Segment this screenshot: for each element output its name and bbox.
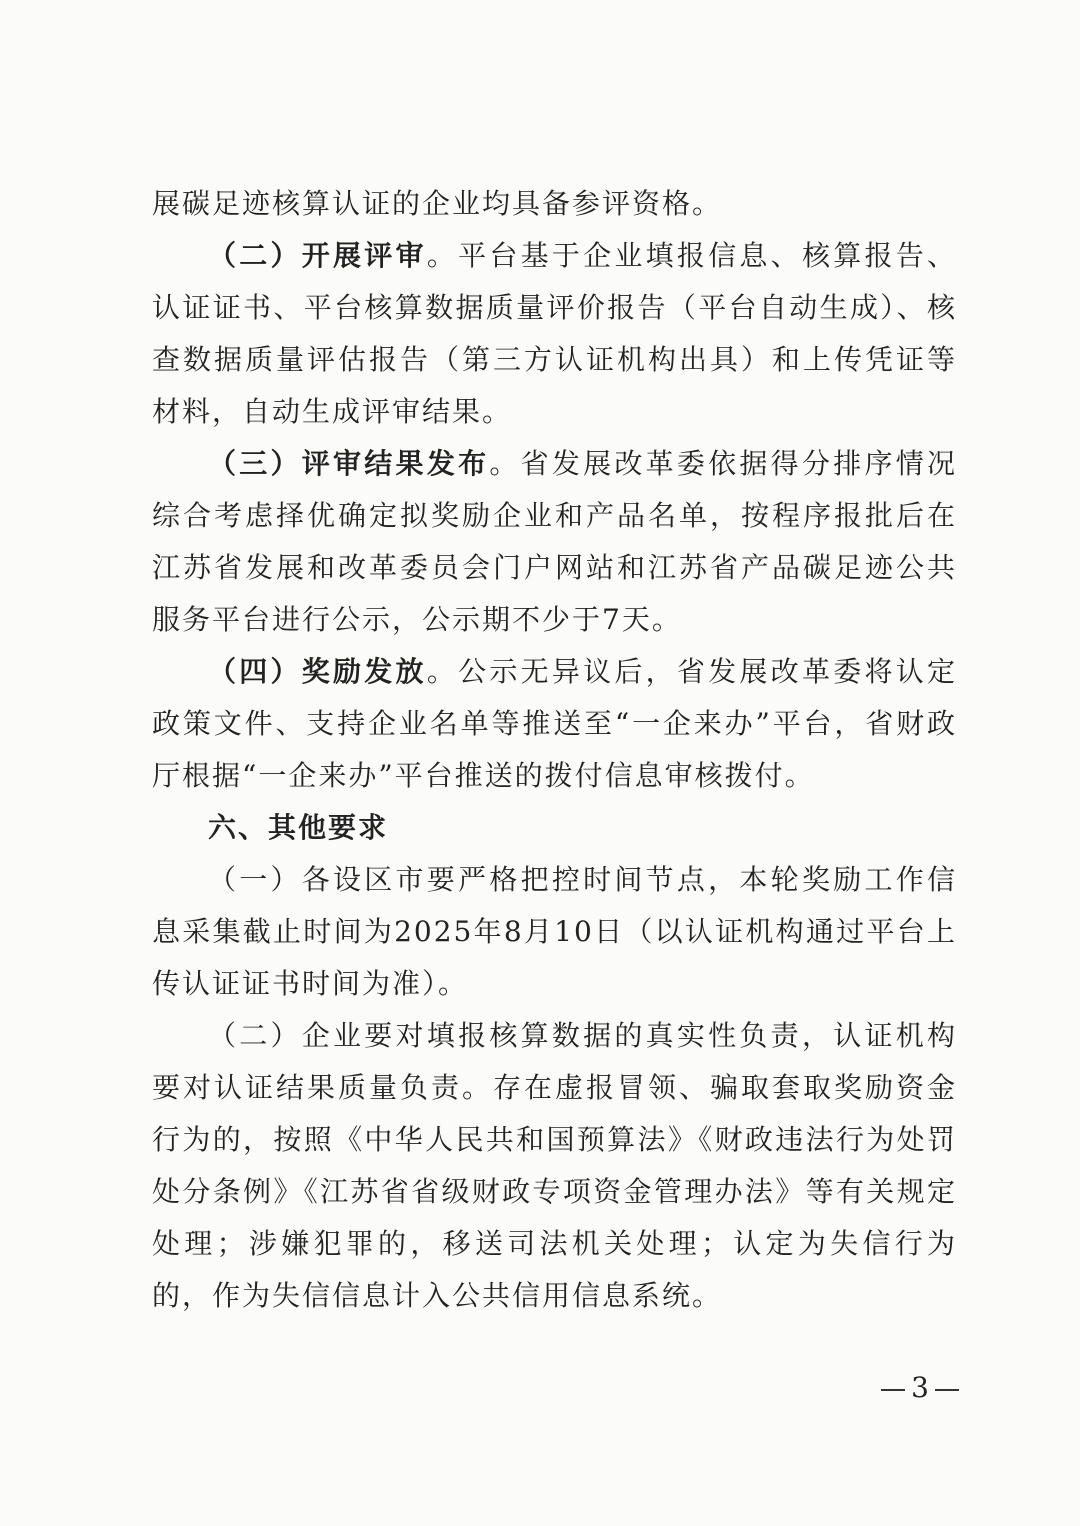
page-number-text: 3 — [911, 1371, 929, 1404]
left-dash-icon — [881, 1389, 905, 1391]
paragraph-text-requirement-1: （一）各设区市要严格把控时间节点，本轮奖励工作信息采集截止时间为2025年8月10日（以认证机构通过平台上传认证证书时间为准）。 — [152, 863, 957, 1000]
paragraph-lead-review: （二）开展评审 — [208, 239, 427, 272]
page-number — [872, 1368, 968, 1408]
paragraph-lead-results: （三）评审结果发布 — [208, 447, 490, 480]
paragraph-lead-reward: （四）奖励发放 — [208, 655, 427, 688]
paragraph-reward — [152, 646, 957, 802]
paragraph-text-results: 。省发展改革委依据得分排序情况综合考虑择优确定拟奖励企业和产品名单，按程序报批后在江苏省发展和改革委员会门户网站和江苏省产品碳足迹公共服务平台进行公示，公示期不少于7天。 — [152, 447, 957, 636]
document-body — [152, 178, 957, 1322]
paragraph-text-review: 。平台基于企业填报信息、核算报告、认证证书、平台核算数据质量评价报告（平台自动生成）、核查数据质量评估报告（第三方认证机构出具）和上传凭证等材料，自动生成评审结果。 — [152, 239, 957, 428]
paragraph-text-requirement-2: （二）企业要对填报核算数据的真实性负责，认证机构要对认证结果质量负责。存在虚报冒领、骗取套取奖励资金行为的，按照《中华人民共和国预算法》《财政违法行为处罚处分条例》《江苏省省级财政专项资金管理办法》等有关规定处理；涉嫌犯罪的，移送司法机关处理；认定为失信行为的，作为失信信息计入公共信用信息系统。 — [152, 1019, 957, 1312]
paragraph-text: 展碳足迹核算认证的企业均具备参评资格。 — [152, 187, 723, 220]
section-heading: 六、其他要求 — [208, 811, 389, 844]
paragraph-text-reward: 。公示无异议后，省发展改革委将认定政策文件、支持企业名单等推送至“一企来办”平台，省财政厅根据“一企来办”平台推送的拨付信息审核拨付。 — [152, 655, 957, 792]
paragraph-continuation — [152, 178, 957, 230]
paragraph-results — [152, 438, 957, 646]
paragraph-requirement-1 — [152, 854, 957, 1010]
paragraph-requirement-2 — [152, 1010, 957, 1322]
right-dash-icon — [935, 1389, 959, 1391]
paragraph-review — [152, 230, 957, 438]
